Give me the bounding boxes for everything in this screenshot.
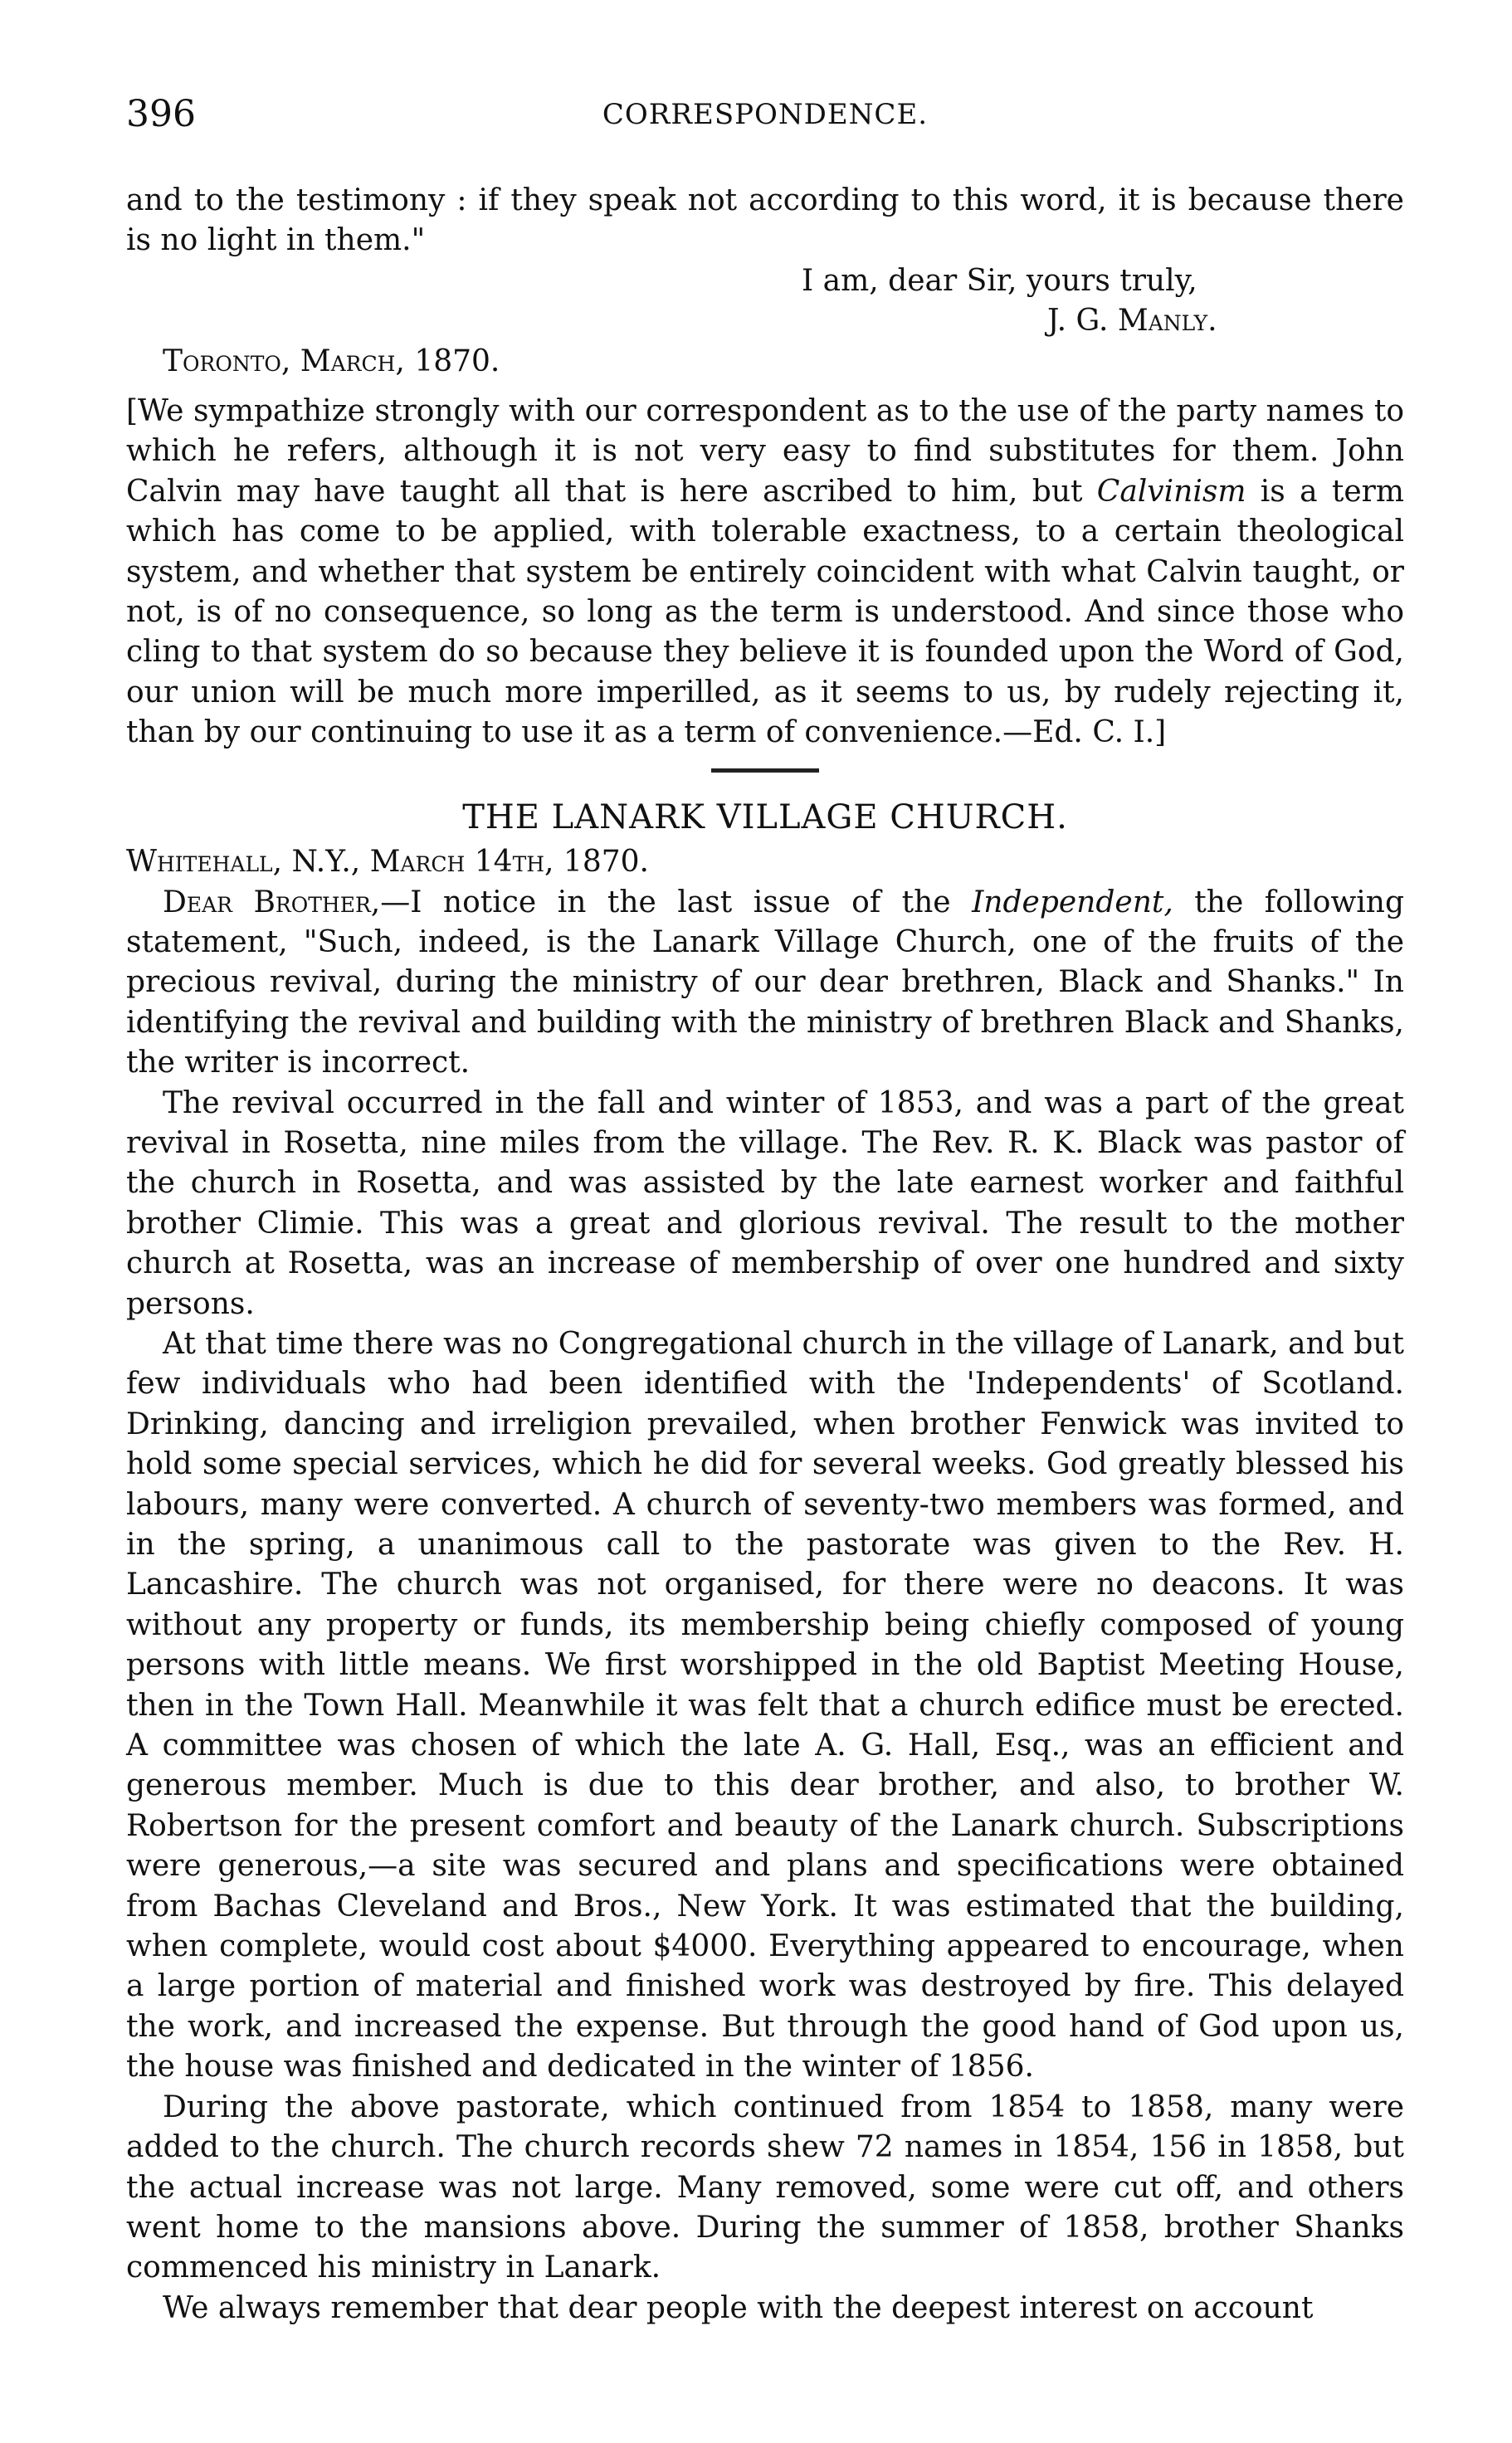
letter-closing-text: and to the testimony : if they speak not according to this word, it is because there is no light in them." bbox=[126, 183, 1404, 258]
article-dateline: Whitehall, N.Y., March 14th, 1870. bbox=[126, 845, 649, 880]
article-p1-emphasis: Independent, bbox=[972, 885, 1173, 919]
editor-note-text-1: [We sympathize strongly with our correspondent as to the use of the party names to which he refers, although it is not very easy to find substitutes for them. John Calvin may have taught all that is here ascribed to him, but bbox=[126, 394, 1404, 509]
article-title: THE LANARK VILLAGE CHURCH. bbox=[462, 797, 1068, 836]
article-paragraph-5: We always remember that dear people with the deepest interest on account bbox=[163, 2290, 1314, 2325]
article-greeting: Dear Brother, bbox=[163, 885, 381, 919]
running-title: CORRESPONDENCE. bbox=[602, 98, 929, 131]
editor-note-emphasis: Calvinism bbox=[1096, 474, 1246, 509]
article-paragraph-4: During the above pastorate, which continued from 1854 to 1858, many were added to the church. The church records shew 72 names in 1854, 156 in 1858, but the actual increase was not large. Many removed, some were cut off, and others went home to the mansions above. During the summer of 1858, brother Shanks commenced his ministry in Lanark. bbox=[126, 2089, 1404, 2285]
article-paragraph-2: The revival occurred in the fall and winter of 1853, and was a part of the great revival in Rosetta, nine miles from the village. The Rev. R. K. Black was pastor of the church in Rosetta, and was assisted by the late earnest worker and faithful brother Climie. This was a great and glorious revival. The result to the mother church at Rosetta, was an increase of membership of over one hundred and sixty persons. bbox=[126, 1085, 1404, 1321]
section-divider bbox=[711, 768, 819, 773]
page-body bbox=[126, 181, 1404, 2328]
article-paragraph-3: At that time there was no Congregational church in the village of Lanark, and but few individuals who had been identified with the 'Independents' of Scotland. Drinking, dancing and irreligion prevailed, when brother Fenwick was invited to hold some special services, which he did for several weeks. God greatly blessed his labours, many were converted. A church of seventy-two members was formed, and in the spring, a unanimous call to the pastorate was given to the Rev. H. Lancashire. The church was not organised, for there were no deacons. It was without any property or funds, its membership being chiefly composed of young persons with little means. We first worshipped in the old Baptist Meeting House, then in the Town Hall. Meanwhile it was felt that a church edifice must be erected. A committee was chosen of which the late A. G. Hall, Esq., was an efficient and generous member. Much is due to this dear brother, and also, to brother W. Robertson for the present comfort and beauty of the Lanark church. Subscriptions were generous,—a site was secured and plans and specifications were obtained from Bachas Cleveland and Bros., New York. It was estimated that the building, when complete, would cost about $4000. Everything appeared to encourage, when a large portion of material and finished work was destroyed by fire. This delayed the work, and increased the expense. But through the good hand of God upon us, the house was finished and dedicated in the winter of 1856. bbox=[126, 1326, 1404, 2085]
page-number: 396 bbox=[126, 93, 196, 135]
letter-place-date: Toronto, March, 1870. bbox=[163, 344, 500, 378]
letter-salutation: I am, dear Sir, yours truly, bbox=[802, 263, 1197, 298]
editor-note-text-2: is a term which has come to be applied, with tolerable exactness, to a certain theological system, and whether that system be entirely coincident with what Calvin taught, or not, is of no consequence, so long as the term is understood. And since those who cling to that system do so because they believe it is founded upon the Word of God, our union will be much more imperilled, as it seems to us, by rudely rejecting it, than by our continuing to use it as a term of convenience.—Ed. C. I.] bbox=[126, 474, 1404, 750]
article-p1-text-b: the following statement, "Such, indeed, is the Lanark Village Church, one of the fruits of the precious revival, during the ministry of our dear brethren, Black and Shanks." In identifying the revival and building with the ministry of brethren Black and Shanks, the writer is incorrect. bbox=[126, 885, 1404, 1080]
article-p1-text-a: —I notice in the last issue of the bbox=[380, 885, 973, 919]
page-header bbox=[126, 93, 1404, 143]
article-paragraph-1 bbox=[126, 883, 1404, 1084]
editor-note bbox=[126, 392, 1404, 753]
letter-signature: J. G. Manly. bbox=[1047, 304, 1217, 339]
